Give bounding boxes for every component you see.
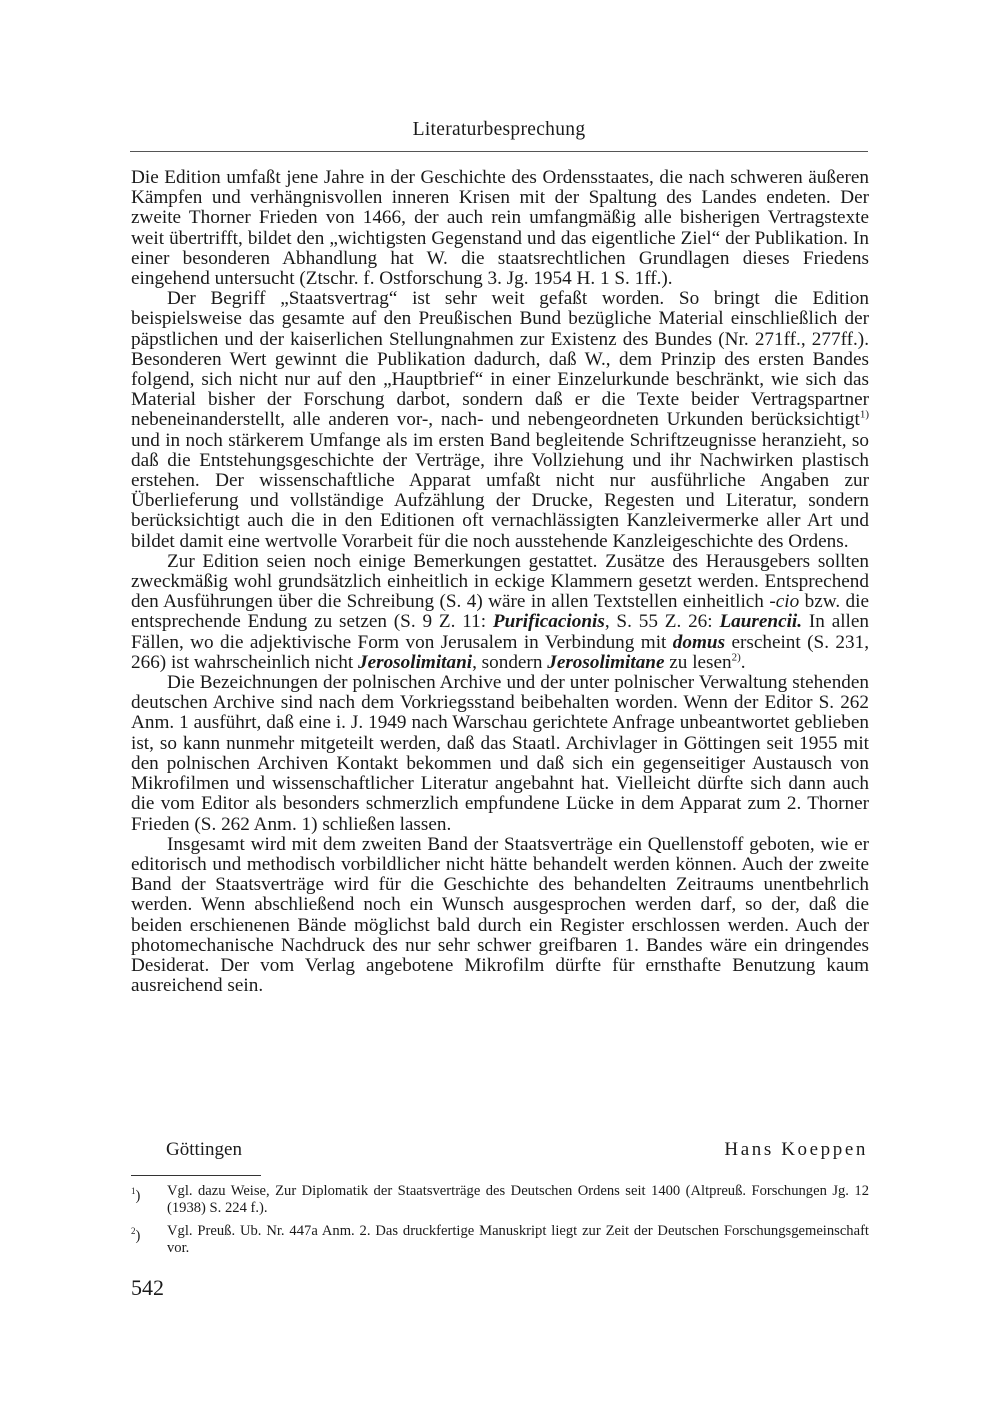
paragraph-3-part-e: erscheint (S. 231, 266) ist wahrscheinlich nicht xyxy=(131,631,869,673)
paragraph-3-part-d: In allen Fällen, wo die adjektivische Form von Jerusalem in Verbindung mit xyxy=(131,611,869,653)
running-header: Literaturbesprechung xyxy=(412,119,586,140)
paragraph-2-part-a: Der Begriff „Staatsvertrag“ ist sehr weit gefaßt worden. So bringt die Edition beispielsweise das gesamte auf den Preußischen Bund bezügliche Material einschließlich der päpstlichen und der kaiserlichen Stellungnahmen zur Existenz des Bundes (Nr. 271ff., 277ff.). Besonderen Wert gewinnt die Publikation dadurch, daß W., dem Prinzip des ersten Bandes folgend, sich nicht nur auf den „Hauptbrief“ in einer Einzelurkunde beschränkt, wie sich das Material bisher der Forschung darbot, sondern daß er die Texte beider Vertragspartner nebeneinanderstellt, alle anderen vor-, nach- und nebengeordneten Urkunden berücksichtigt xyxy=(131,288,869,431)
paragraph-3-part-f: , sondern xyxy=(472,651,548,673)
paragraph-3-part-c: , S. 55 Z. 26: xyxy=(604,611,720,633)
paragraph-5: Insgesamt wird mit dem zweiten Band der Staatsverträge ein Quellenstoff geboten, wie er editorisch und methodisch vorbildlicher nicht hätte behandelt werden können. Auch der zweite Band der Staatsverträge wird für die Geschichte des behandelten Zeitraums unentbehrlich werden. Wenn abschließend noch ein Wunsch ausgesprochen werden darf, so der, daß die beiden erschienenen Bände möglichst bald durch ein Register erschlossen werden. Auch der photomechanische Nachdruck des nur sehr schwer greifbaren 1. Bandes wäre ein dringendes Desiderat. Der vom Verlag angebotene Mikrofilm dürfte für ernsthafte Benutzung kaum ausreichend sein. xyxy=(131,833,869,997)
paragraph-3-part-h: . xyxy=(740,651,746,673)
footnote-ref-2: 2) xyxy=(731,651,741,664)
term-jerosolimitane: Jerosolimitane xyxy=(547,651,665,673)
footnotes xyxy=(131,1183,869,1263)
footnote-2 xyxy=(131,1223,869,1258)
paragraph-4: Die Bezeichnungen der polnischen Archive und der unter polnischer Verwaltung stehenden deutschen Archive sind nach dem Vorkriegsstand beibehalten worden. Wenn der Editor S. 262 Anm. 1 ausführt, daß eine i. J. 1949 nach Warschau gerichtete Anfrage unbeantwortet geblieben ist, so kann nunmehr mitgeteilt werden, daß das Staatl. Archivlager in Göttingen seit 1955 mit den polnischen Archiven Kontakt bekommen und daß sich ein gegenseitiger Austausch von Mikrofilmen und wissenschaftlicher Literatur angebahnt hat. Vielleicht dürfte sich dann auch die vom Editor als besonders schmerzlich empfundene Lücke in dem Apparat zum 2. Thorner Frieden (S. 262 Anm. 1) schließen lassen. xyxy=(131,672,869,835)
footnote-ref-1: 1) xyxy=(859,409,869,422)
review-body xyxy=(131,168,869,996)
paragraph-3 xyxy=(131,552,869,673)
paragraph-2 xyxy=(131,289,869,552)
term-jerosolimitani: Jerosolimitani xyxy=(358,651,473,673)
term-domus: domus xyxy=(672,631,726,653)
paragraph-3-part-a: Zur Edition seien noch einige Bemerkungen gestattet. Zusätze des Herausgebers sollten zweckmäßig wohl grundsätzlich einheitlich in eckige Klammern gesetzt werden. Entsprechend den Ausführungen über die Schreibung (S. 4) wäre in allen Textstellen einheitlich xyxy=(131,550,869,613)
term-cio: -cio xyxy=(769,591,800,613)
signature-place: Göttingen xyxy=(166,1139,242,1160)
signature-author: Hans Koeppen xyxy=(724,1139,868,1160)
paragraph-1: Die Edition umfaßt jene Jahre in der Geschichte des Ordensstaates, die nach schweren äußeren Kämpfen und verhängnisvollen inneren Krisen mit der Spaltung des Landes endeten. Der zweite Thorner Frieden von 1466, der auch rein umfangmäßig alle bisherigen Vertragstexte weit übertrifft, bildet den „wichtigsten Gegenstand und das eigentliche Ziel“ der Publikation. In einer besonderen Abhandlung hat W. die staatsrechtlichen Grundlagen dieses Friedens eingehend untersucht (Ztschr. f. Ostforschung 3. Jg. 1954 H. 1 S. 1ff.). xyxy=(131,167,869,290)
term-purificacionis: Purificacionis xyxy=(492,611,605,633)
signature-line xyxy=(166,1139,868,1161)
footnote-1 xyxy=(131,1183,869,1218)
paragraph-2-part-b: und in noch stärkerem Umfange als im ersten Band begleitende Schriftzeugnisse heranzieht, so daß die Entstehungsgeschichte der Verträge, ihre Vollziehung und ihr Nachwirken plastisch erstehen. Der wissenschaftliche Apparat umfaßt nicht nur ausführliche Angaben zur Überlieferung und vollständige Aufzählung der Drucke, Regesten und Literatur, sondern berücksichtigt auch die in den Editionen oft vernachlässigten Kanzleivermerke aller Art und bildet damit eine wertvolle Vorarbeit für die noch ausstehende Kanzleigeschichte des Ordens. xyxy=(131,429,869,552)
paragraph-3-part-g: zu lesen xyxy=(664,651,732,673)
footnote-text: Vgl. dazu Weise, Zur Diplomatik der Staatsverträge des Deutschen Ordens seit 1400 (Altpreuß. Forschungen Jg. 12 (1938) S. 224 f.). xyxy=(167,1183,869,1217)
header-rule xyxy=(130,151,868,152)
term-laurencii: Laurencii. xyxy=(719,611,803,633)
page-number: 542 xyxy=(131,1275,164,1300)
footnote-rule xyxy=(131,1175,261,1176)
footnote-text: Vgl. Preuß. Ub. Nr. 447a Anm. 2. Das druckfertige Manuskript liegt zur Zeit der Deutschen Forschungsgemeinschaft vor. xyxy=(167,1222,869,1257)
footnote-mark: $^1$) xyxy=(131,1186,141,1204)
paragraph-3-part-b: bzw. die entsprechende Endung zu setzen (S. 9 Z. 11: xyxy=(131,591,869,633)
footnote-mark: $^2$) xyxy=(131,1225,141,1244)
